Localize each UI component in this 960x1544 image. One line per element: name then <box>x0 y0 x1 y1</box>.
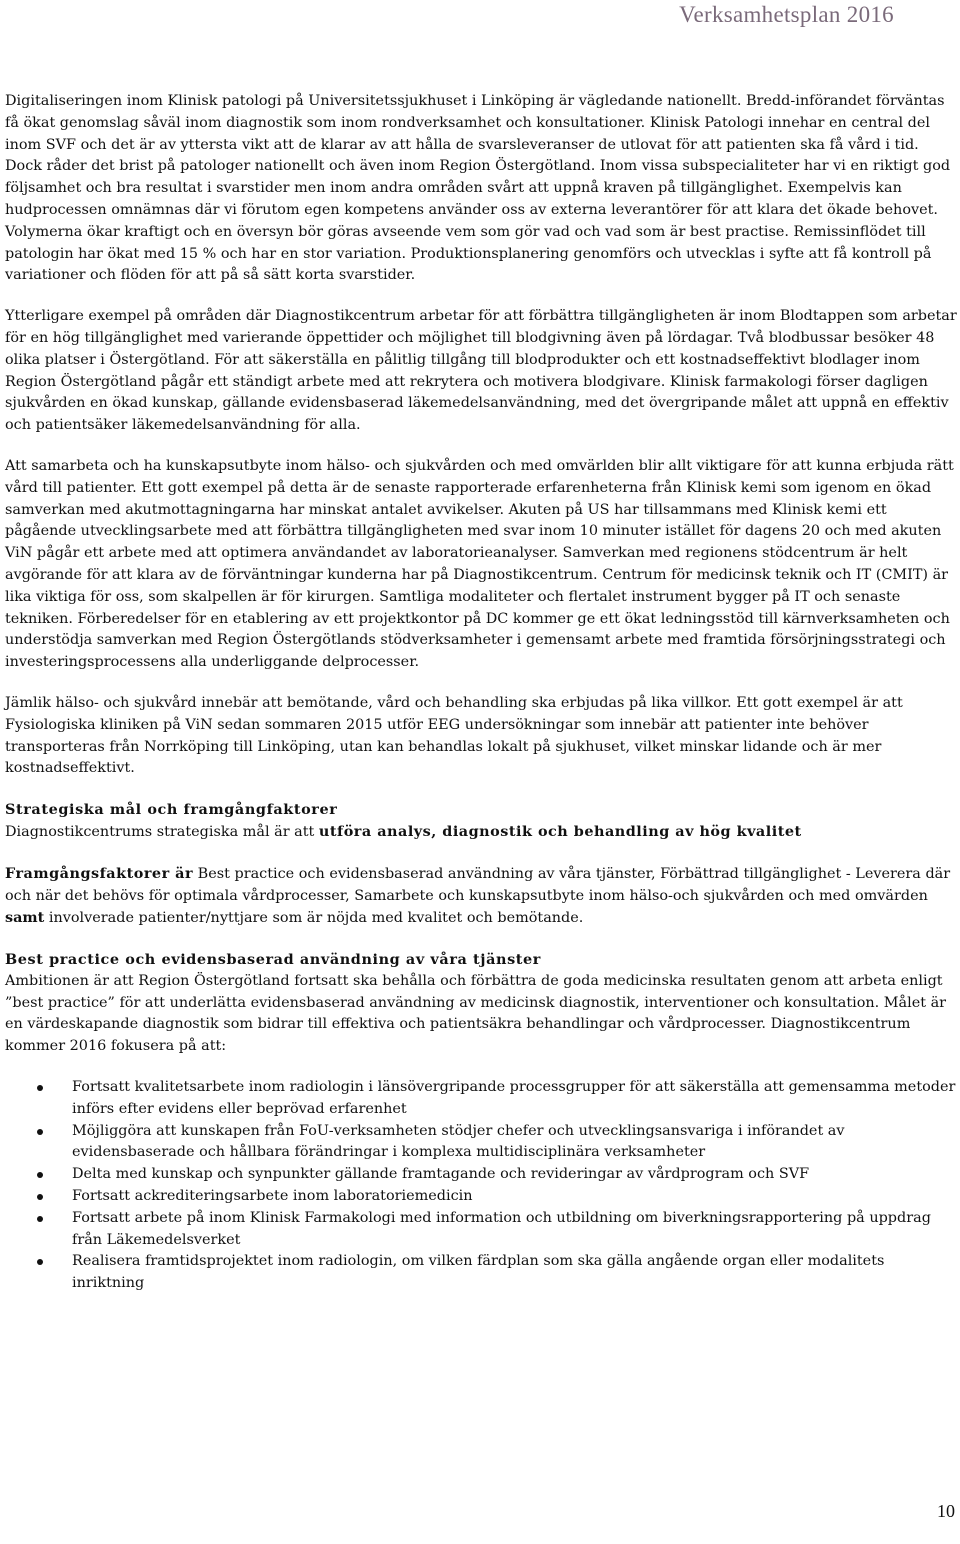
success-factors-text-2: involverade patienter/nyttjare som är nöjda med kvalitet och bemötande. <box>44 910 584 927</box>
success-factors-text-1: Best practice och evidensbaserad användning av våra tjänster, Förbättrad tillgänglighet - Leverera där och när det behövs för optimala vårdprocesser, Samarbete och kunskapsutbyte inom hälso-och sjukvården och med omvärden <box>5 865 951 904</box>
bullet-item: Fortsatt arbete på inom Klinisk Farmakologi med information och utbildning om biverkningsrapportering på uppdrag från Läkemedelsverket <box>72 1208 957 1252</box>
bullet-item: Fortsatt ackrediteringsarbete inom laboratoriemedicin <box>72 1186 957 1208</box>
paragraph-equal-care: Jämlik hälso- och sjukvård innebär att bemötande, vård och behandling ska erbjudas på lika villkor. Ett gott exempel är att Fysiologiska kliniken på ViN sedan sommaren 2015 utför EEG undersökningar som innebär att patienter inte behöver transporteras från Norrköping till Linköping, utan kan behandlas lokalt på sjukhuset, vilket minskar lidande och är mer kostnadseffektivt. <box>5 694 903 777</box>
section-heading-strategic-goals: Strategiska mål och framgångfaktorer <box>5 801 338 819</box>
bullet-item: Möjliggöra att kunskapen från FoU-verksamheten stödjer chefer och utvecklingsansvariga i införandet av evidensbaserade och hållbara förändringar i komplexa multidisciplinära verksamheter <box>72 1121 957 1165</box>
document-body <box>5 91 957 1295</box>
bullet-item: Fortsatt kvalitetsarbete inom radiologin i länsövergripande processgrupper för att säkerställa att gemensamma metoder införs efter evidens eller beprövad erfarenhet <box>72 1077 957 1121</box>
paragraph-collaboration: Att samarbeta och ha kunskapsutbyte inom hälso- och sjukvården och med omvärlden blir allt viktigare för att kunna erbjuda rätt vård till patienter. Ett gott exempel på detta är de senaste rapporterade erfarenheterna från Klinisk kemi som igenom en ökad samverkan med akutmottagningarna har minskat antalet avvikelser. Akuten på US har tillsammans med Klinisk kemi ett pågående utvecklingsarbete med att förbättra tillgängligheten med svar inom 10 minuter istället för dagens 20 och med akuten ViN pågår ett arbete med att optimera användandet av laboratorieanalyser. Samverkan med regionens stödcentrum är helt avgörande för att klara av de förväntningar kunderna har på Diagnostikcentrum. Centrum för medicinsk teknik och IT (CMIT) är lika viktiga för oss, som skalpellen är för kirurgen. Samtliga modaliteter och flertalet instrument bygger på IT och senaste tekniken. Förberedelser för en etablering av ett projektkontor på DC kommer ge ett ökat ledningsstöd till kärnverksamheten och understödja samverkan med Region Östergötlands stödverksamheter i gemensamt arbete med framtida försörjningsstrategi och investeringsprocessens alla underliggande delprocesser. <box>5 457 954 671</box>
focus-bullet-list <box>5 1077 957 1295</box>
strategic-goal-emphasis: utföra analys, diagnostik och behandling av hög kvalitet <box>318 822 802 840</box>
document-header-title: Verksamhetsplan 2016 <box>679 2 894 27</box>
strategic-goal-statement <box>5 821 957 844</box>
bullet-item: Delta med kunskap och synpunkter gällande framtagande och revideringar av vårdprogram och SVF <box>72 1164 957 1186</box>
bullet-item: Realisera framtidsprojektet inom radiologin, om vilken färdplan som ska gälla angående organ eller modalitets inriktning <box>72 1251 957 1295</box>
success-factors-emphasis: samt <box>5 909 45 927</box>
page-number: 10 <box>937 1501 955 1521</box>
paragraph-digital-pathology: Digitaliseringen inom Klinisk patologi på Universitetssjukhuset i Linköping är vägledande nationellt. Bredd-införandet förväntas få ökat genomslag såväl inom diagnostik som inom rondverksamhet och konsultationer. Klinisk Patologi innehar en central del inom SVF och det är av yttersta vikt att de klarar av att hålla de svarsleveranser de utlovat för att patienten ska få vård i tid. Dock råder det brist på patologer nationellt och även inom Region Östergötland. Inom vissa subspecialiteter har vi en riktigt god följsamhet och bra resultat i svarstider men inom andra områden svårt att uppnå kraven på tillgänglighet. Exempelvis kan hudprocessen omnämnas där vi förutom egen kompetens använder oss av externa leverantörer för att klara det ökade behovet. Volymerna ökar kraftigt och en översyn bör göras avseende vem som gör vad och vad som är best practise. Remissinflödet till patologin har ökat med 15 % och har en stor variation. Produktionsplanering genomförs och utvecklas i syfte att få kontroll på variationer och flöden för att på så sätt korta svarstider. <box>5 93 951 284</box>
best-practice-body: Ambitionen är att Region Östergötland fortsatt ska behålla och förbättra de goda medicinska resultaten genom att arbeta enligt ”best practice” för att underlätta evidensbaserad användning av medicinsk diagnostik, interventioner och konsultation. Målet är en värdeskapande diagnostik som bidrar till effektiva och patientsäkra behandlingar och vårdprocesser. Diagnostikcentrum kommer 2016 fokusera på att: <box>5 972 947 1055</box>
paragraph-accessibility: Ytterligare exempel på områden där Diagnostikcentrum arbetar för att förbättra tillgängligheten är inom Blodtappen som arbetar för en hög tillgänglighet med varierande öppettider och möjlighet till blodgivning även på lördagar. Två blodbussar besöker 48 olika platser i Östergötland. För att säkerställa en pålitlig tillgång till blodprodukter och ett kostnadseffektivt blodlager inom Region Östergötland pågår ett ständigt arbete med att rekrytera och motivera blodgivare. Klinisk farmakologi förser dagligen sjukvården en ökad kunskap, gällande evidensbaserad läkemedelsanvändning, med det övergripande målet att uppnå en effektiv och patientsäker läkemedelsanvändning för alla. <box>5 308 957 434</box>
strategic-goal-lead: Diagnostikcentrums strategiska mål är att <box>5 823 319 840</box>
success-factors-paragraph <box>5 863 957 930</box>
section-heading-best-practice: Best practice och evidensbaserad användning av våra tjänster <box>5 951 541 969</box>
success-factors-label: Framgångsfaktorer är <box>5 864 194 882</box>
